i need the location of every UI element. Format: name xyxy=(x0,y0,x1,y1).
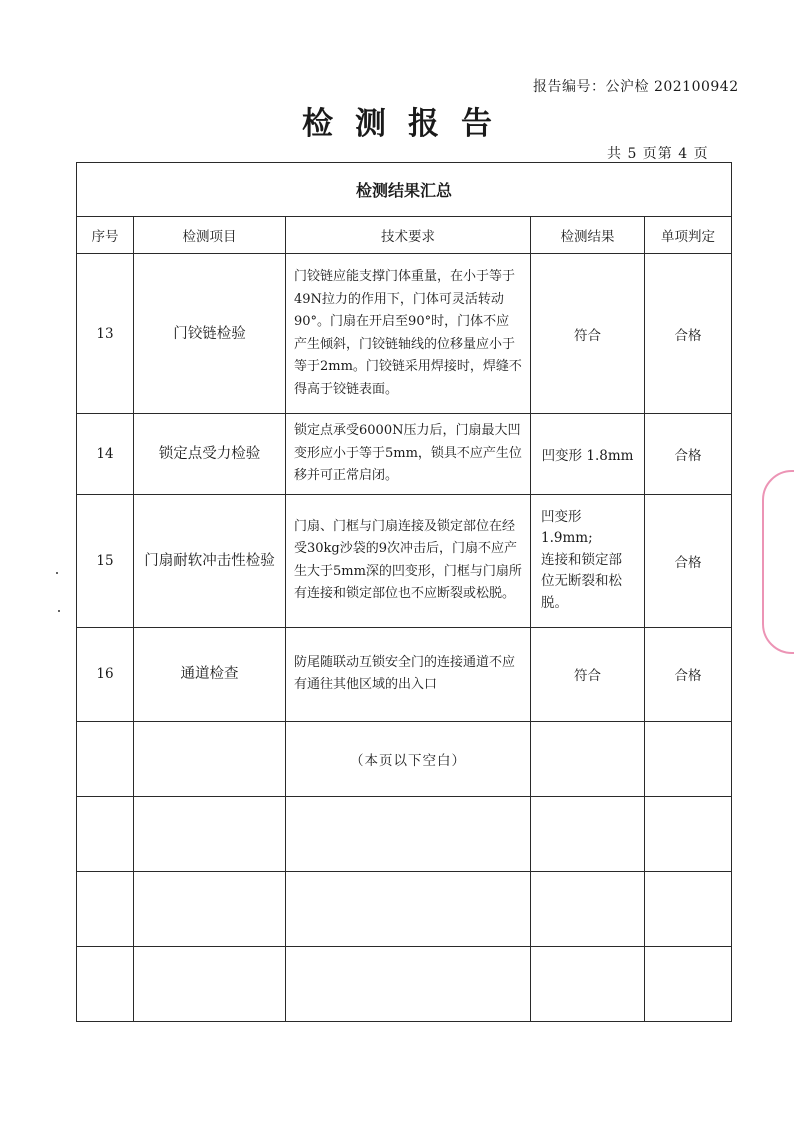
row-verdict: 合格 xyxy=(645,414,732,495)
row-requirement: 门铰链应能支撑门体重量，在小于等于49N拉力的作用下，门体可灵活转动90°。门扇在开启至90°时，门体不应产生倾斜，门铰链轴线的位移量应小于等于2mm。门铰链采用焊接时，焊缝不得高于铰链表面。 xyxy=(286,254,531,414)
page-info: 共 5 页第 4 页 xyxy=(607,146,709,162)
table-row xyxy=(77,414,732,495)
column-header-requirement: 技术要求 xyxy=(286,217,531,254)
result-line: 位无断裂和松 xyxy=(541,573,622,590)
summary-title: 检测结果汇总 xyxy=(77,163,732,217)
row-result: 符合 xyxy=(531,627,645,721)
column-header-item: 检测项目 xyxy=(134,217,286,254)
row-requirement: 锁定点承受6000N压力后，门扇最大凹变形应小于等于5mm，锁具不应产生位移并可正常启闭。 xyxy=(286,414,531,495)
row-no: 16 xyxy=(77,627,134,721)
row-result: 凹变形 1.8mm xyxy=(531,414,645,495)
table-row xyxy=(77,494,732,627)
table-row xyxy=(77,254,732,414)
scan-speck xyxy=(58,610,60,612)
row-no: 15 xyxy=(77,494,134,627)
column-header-verdict: 单项判定 xyxy=(645,217,732,254)
row-no: 14 xyxy=(77,414,134,495)
row-verdict: 合格 xyxy=(645,494,732,627)
report-number: 报告编号：公沪检 202100942 xyxy=(533,79,739,95)
row-verdict: 合格 xyxy=(645,254,732,414)
empty-cell xyxy=(531,721,645,796)
empty-cell xyxy=(77,721,134,796)
empty-cell xyxy=(134,721,286,796)
table-row-blank xyxy=(77,796,732,871)
row-item: 门扇耐软冲击性检验 xyxy=(134,494,286,627)
row-no: 13 xyxy=(77,254,134,414)
result-line: 1.9mm; xyxy=(541,530,593,547)
table-row xyxy=(77,627,732,721)
results-table xyxy=(76,162,732,1022)
result-line: 脱。 xyxy=(541,594,568,611)
blank-note: （本页以下空白） xyxy=(286,721,531,796)
result-line: 连接和锁定部 xyxy=(541,551,622,568)
row-item: 门铰链检验 xyxy=(134,254,286,414)
column-header-result: 检测结果 xyxy=(531,217,645,254)
empty-cell xyxy=(645,721,732,796)
report-title: 检测报告 xyxy=(302,106,514,142)
row-item: 锁定点受力检验 xyxy=(134,414,286,495)
row-result xyxy=(531,494,645,627)
scan-speck xyxy=(56,572,58,574)
table-row-blank xyxy=(77,871,732,946)
table-row-blank xyxy=(77,721,732,796)
result-line: 凹变形 xyxy=(541,508,582,525)
seal-stamp-edge xyxy=(762,470,794,654)
row-result: 符合 xyxy=(531,254,645,414)
row-item: 通道检查 xyxy=(134,627,286,721)
row-requirement: 门扇、门框与门扇连接及锁定部位在经受30kg沙袋的9次冲击后，门扇不应产生大于5mm深的凹变形，门框与门扇所有连接和锁定部位也不应断裂或松脱。 xyxy=(286,494,531,627)
row-requirement: 防尾随联动互锁安全门的连接通道不应有通往其他区域的出入口 xyxy=(286,627,531,721)
table-header-row xyxy=(77,217,732,254)
column-header-no: 序号 xyxy=(77,217,134,254)
row-verdict: 合格 xyxy=(645,627,732,721)
table-row-blank xyxy=(77,946,732,1021)
